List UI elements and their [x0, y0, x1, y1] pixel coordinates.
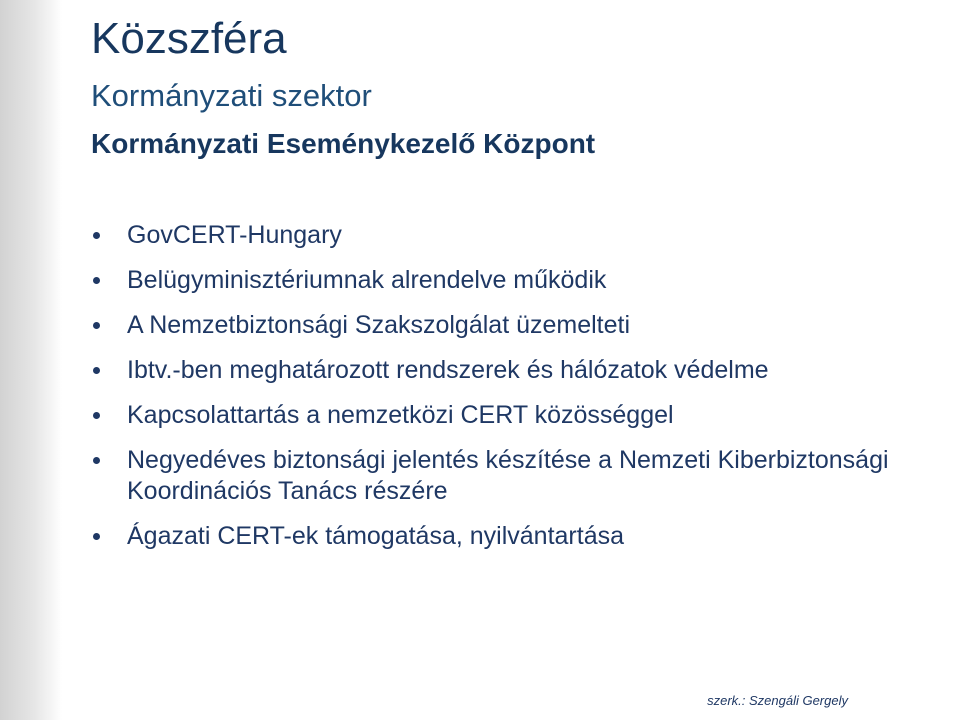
- bullet-text: Belügyminisztériumnak alrendelve működik: [127, 266, 607, 294]
- author-credit: szerk.: Szengáli Gergely: [707, 693, 848, 708]
- bullet-item: [91, 521, 901, 552]
- bullet-dot-icon: [93, 412, 100, 419]
- slide: [62, 0, 960, 720]
- slide-title: Közszféra: [91, 14, 287, 63]
- slide-subtitle: Kormányzati szektor: [91, 78, 372, 113]
- bullet-text: Kapcsolattartás a nemzetközi CERT közösséggel: [127, 401, 674, 429]
- bullet-list: [91, 220, 901, 566]
- left-edge-shadow: [0, 0, 62, 720]
- bullet-dot-icon: [93, 533, 100, 540]
- bullet-item: [91, 265, 901, 296]
- bullet-dot-icon: [93, 457, 100, 464]
- bullet-text: Negyedéves biztonsági jelentés készítése a Nemzeti Kiberbiztonsági Koordinációs Tanács részére: [127, 446, 889, 505]
- bullet-dot-icon: [93, 277, 100, 284]
- bullet-item: [91, 355, 901, 386]
- bullet-item: [91, 445, 901, 507]
- bullet-item: [91, 310, 901, 341]
- slide-subheading: Kormányzati Eseménykezelő Központ: [91, 128, 596, 159]
- bullet-text: GovCERT-Hungary: [127, 221, 342, 249]
- bullet-item: [91, 220, 901, 251]
- bullet-text: A Nemzetbiztonsági Szakszolgálat üzemelteti: [127, 311, 631, 339]
- bullet-text: Ibtv.-ben meghatározott rendszerek és hálózatok védelme: [127, 356, 769, 384]
- bullet-dot-icon: [93, 322, 100, 329]
- bullet-dot-icon: [93, 232, 100, 239]
- bullet-text: Ágazati CERT-ek támogatása, nyilvántartása: [127, 522, 625, 550]
- bullet-item: [91, 400, 901, 431]
- bullet-dot-icon: [93, 367, 100, 374]
